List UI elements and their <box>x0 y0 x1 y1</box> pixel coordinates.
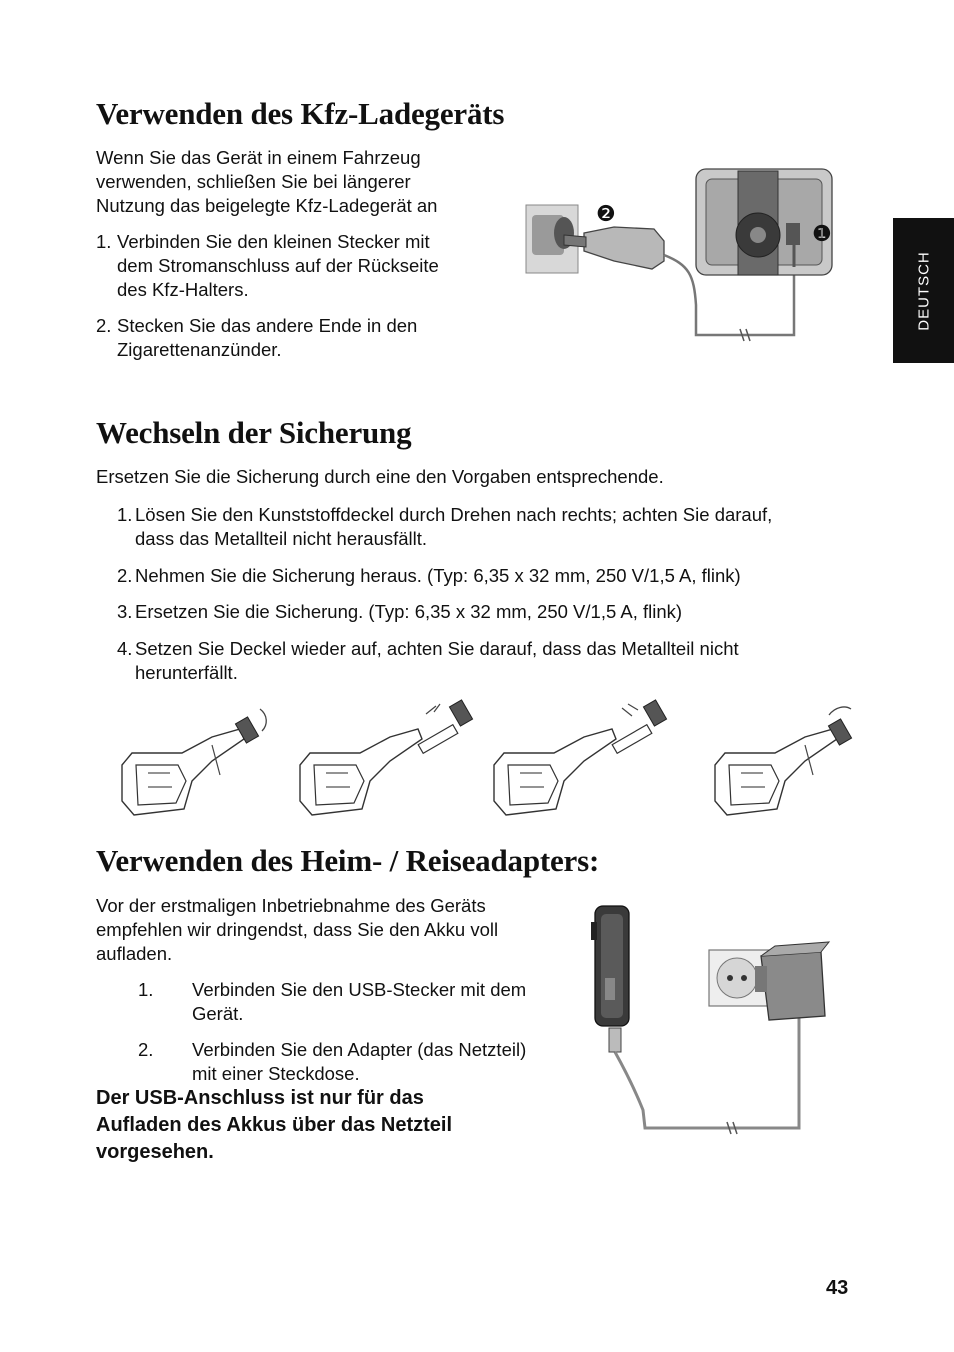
fuse-step-illustration-3 <box>488 690 678 825</box>
step-number: 1. <box>138 979 154 1000</box>
language-tab <box>893 218 954 363</box>
fuse-step-illustration-1 <box>112 695 272 825</box>
section-title-car-charger: Verwenden des Kfz-Ladegeräts <box>96 96 505 131</box>
section3-step-1 <box>138 978 578 1028</box>
step-number: 2. <box>96 315 112 336</box>
section-title-fuse: Wechseln der Sicherung <box>96 415 412 450</box>
section1-step-1 <box>96 230 496 305</box>
section1-intro <box>96 146 437 218</box>
step-number: 1. <box>117 504 133 525</box>
step-line: Verbinden Sie den kleinen Stecker mit <box>117 231 430 252</box>
section3-intro <box>96 894 498 966</box>
usb-note <box>96 1085 452 1166</box>
step-line: des Kfz-Halters. <box>117 279 249 300</box>
intro-line: aufladen. <box>96 943 173 964</box>
intro-line: Wenn Sie das Gerät in einem Fahrzeug <box>96 147 421 168</box>
step-line: Nehmen Sie die Sicherung heraus. (Typ: 6,35 x 32 mm, 250 V/1,5 A, flink) <box>135 565 741 586</box>
step-line: Zigarettenanzünder. <box>117 339 282 360</box>
section1-step-2 <box>96 314 496 364</box>
step-number: 2. <box>117 565 133 586</box>
step-line: Lösen Sie den Kunststoffdeckel durch Drehen nach rechts; achten Sie darauf, <box>135 504 773 525</box>
step-line: Ersetzen Sie die Sicherung. (Typ: 6,35 x 32 mm, 250 V/1,5 A, flink) <box>135 601 683 622</box>
page-number: 43 <box>826 1277 849 1299</box>
intro-line: Nutzung das beigelegte Kfz-Ladegerät an <box>96 195 438 216</box>
step-line: dem Stromanschluss auf der Rückseite <box>117 255 439 276</box>
section3-step-2 <box>138 1038 578 1088</box>
step-line: herunterfällt. <box>135 662 238 683</box>
step-line: Gerät. <box>192 1003 244 1024</box>
callout-2: ❷ <box>596 202 616 227</box>
step-line: Setzen Sie Deckel wieder auf, achten Sie darauf, dass das Metallteil nicht <box>135 638 739 659</box>
section2-step-1 <box>117 503 857 553</box>
fuse-step-illustration-4 <box>705 695 865 825</box>
intro-line: Vor der erstmaligen Inbetriebnahme des Geräts <box>96 895 486 916</box>
step-line: Stecken Sie das andere Ende in den <box>117 315 418 336</box>
callout-1: ❶ <box>812 222 832 247</box>
fuse-step-illustration-2 <box>294 690 484 825</box>
note-line: Der USB-Anschluss ist nur für das <box>96 1087 424 1109</box>
step-number: 1. <box>96 231 112 252</box>
home-adapter-illustration <box>585 900 835 1145</box>
step-line: dass das Metallteil nicht herausfällt. <box>135 528 428 549</box>
step-number: 2. <box>138 1039 154 1060</box>
note-line: vorgesehen. <box>96 1141 214 1163</box>
intro-line: empfehlen wir dringendst, dass Sie den Akku voll <box>96 919 499 940</box>
section-title-travel-adapter: Verwenden des Heim- / Reiseadapters: <box>96 843 600 878</box>
step-line: Verbinden Sie den USB-Stecker mit dem <box>192 979 527 1000</box>
section2-intro: Ersetzen Sie die Sicherung durch eine den Vorgaben entsprechende. <box>96 466 664 487</box>
section2-step-4 <box>117 637 857 687</box>
note-line: Aufladen des Akkus über das Netzteil <box>96 1114 453 1136</box>
car-charger-illustration <box>524 165 844 350</box>
step-line: Verbinden Sie den Adapter (das Netzteil) <box>192 1039 527 1060</box>
language-tab-label: DEUTSCH <box>915 250 932 331</box>
intro-line: verwenden, schließen Sie bei längerer <box>96 171 411 192</box>
step-number: 4. <box>117 638 133 659</box>
step-number: 3. <box>117 601 133 622</box>
step-line: mit einer Steckdose. <box>192 1063 360 1084</box>
